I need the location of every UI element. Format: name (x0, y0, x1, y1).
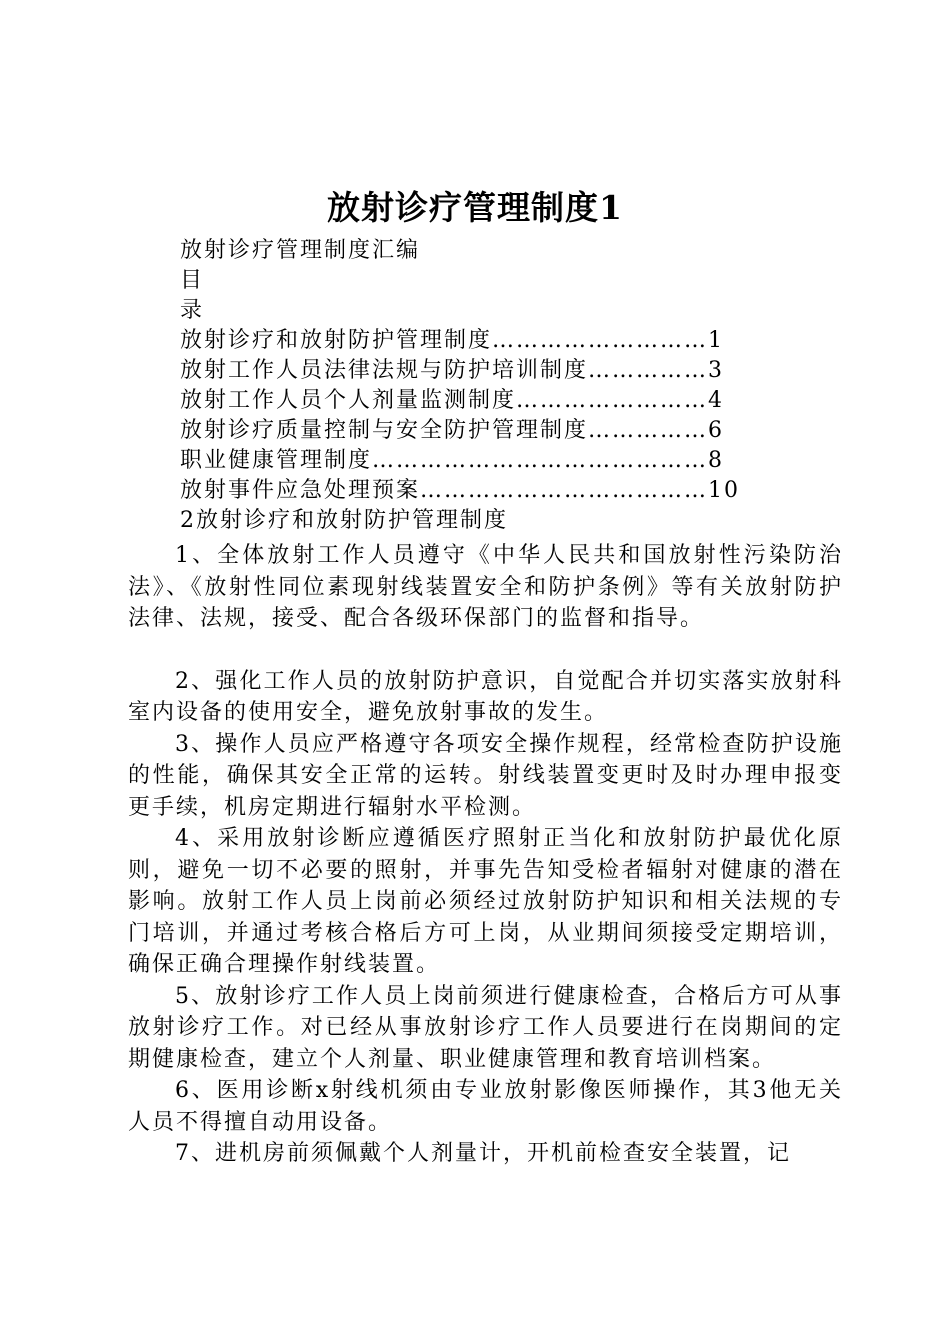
toc-entry: 放射诊疗和放射防护管理制度………………………1 (180, 328, 724, 353)
toc-entry: 放射事件应急处理预案………………………………10 (180, 478, 740, 503)
document-title: 放射诊疗管理制度1 (327, 188, 623, 227)
toc-entry: 放射工作人员个人剂量监测制度……………………4 (180, 388, 724, 413)
paragraph: 1、全体放射工作人员遵守《中华人民共和国放射性污染防治法》、《放射性同位素现射线装置安全和防护条例》等有关放射防护法律、法规，接受、配合各级环保部门的监督和指导。 (128, 543, 843, 631)
toc-entry: 放射诊疗质量控制与安全防护管理制度……………6 (180, 418, 724, 443)
paragraph: 6、医用诊断x射线机须由专业放射影像医师操作，其3他无关人员不得擅自动用设备。 (128, 1078, 843, 1135)
toc-label-mu: 目 (180, 268, 205, 293)
paragraph: 3、操作人员应严格遵守各项安全操作规程，经常检查防护设施的性能，确保其安全正常的运转。射线装置变更时及时办理申报变更手续，机房定期进行辐射水平检测。 (128, 731, 843, 820)
section-heading: 2放射诊疗和放射防护管理制度 (180, 508, 508, 533)
toc-entry: 放射工作人员法律法规与防护培训制度……………3 (180, 358, 724, 383)
paragraph: 4、采用放射诊断应遵循医疗照射正当化和放射防护最优化原则，避免一切不必要的照射，并事先告知受检者辐射对健康的潜在影响。放射工作人员上岗前必须经过放射防护知识和相关法规的专门培训，并通过考核合格后方可上岗，从业期间须接受定期培训，确保正确合理操作射线装置。 (128, 826, 843, 977)
paragraph: 2、强化工作人员的放射防护意识，自觉配合并切实落实放射科室内设备的使用安全，避免放射事故的发生。 (128, 668, 843, 725)
document-body (128, 540, 843, 1170)
toc-heading: 放射诊疗管理制度汇编 (180, 238, 421, 263)
toc-label-lu: 录 (180, 298, 205, 323)
paragraph: 7、进机房前须佩戴个人剂量计，开机前检查安全装置，记 (175, 1141, 791, 1166)
paragraph: 5、放射诊疗工作人员上岗前须进行健康检查，合格后方可从事放射诊疗工作。对已经从事放射诊疗工作人员要进行在岗期间的定期健康检查，建立个人剂量、职业健康管理和教育培训档案。 (128, 983, 843, 1072)
table-of-contents (180, 236, 800, 536)
toc-entry: 职业健康管理制度……………………………………8 (180, 448, 724, 473)
